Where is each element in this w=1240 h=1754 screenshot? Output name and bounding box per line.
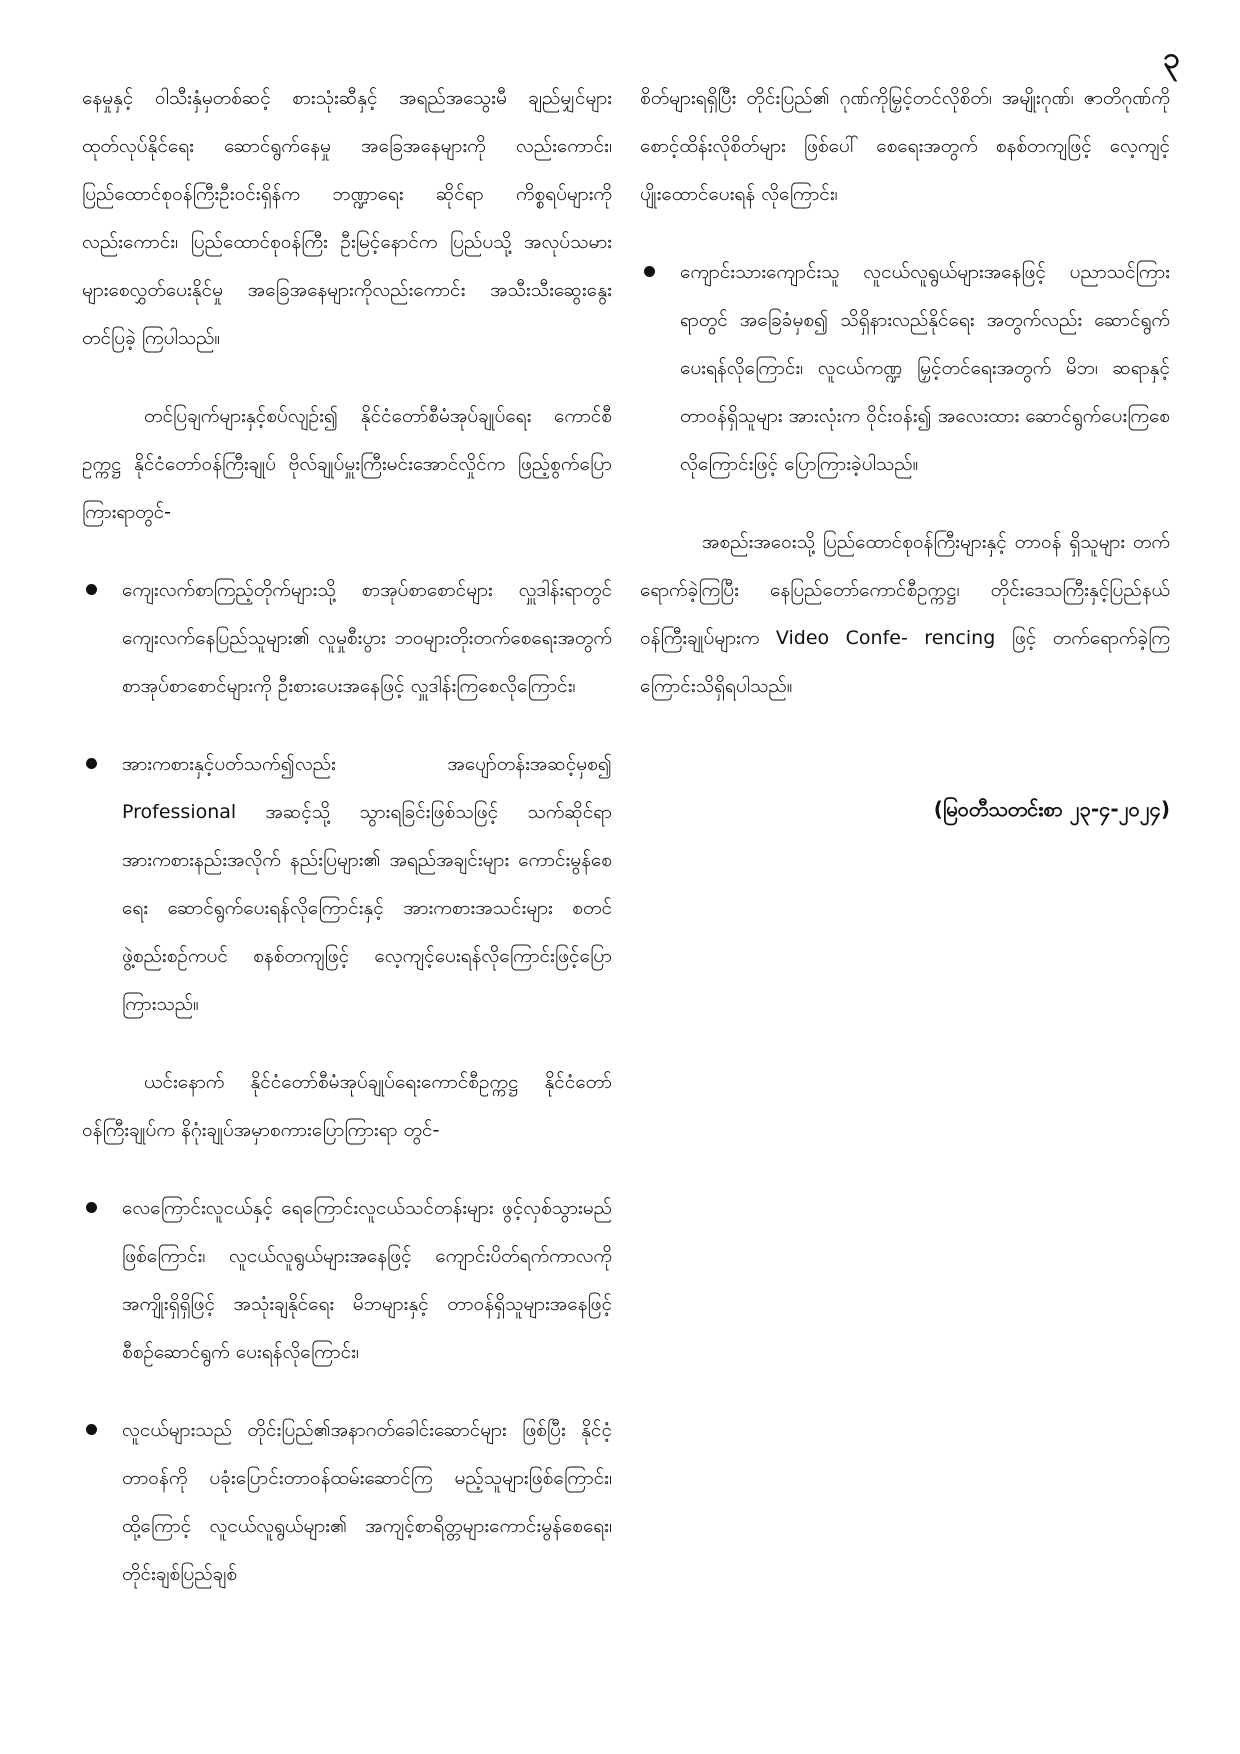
paragraph-continuation: နေမှုနှင့် ဝါသီးနှံမှတစ်ဆင့် စားသုံးဆီနှင့် အရည်အသွေးမီ ချည်မျှင်များ ထုတ်လုပ်နိုင်ရေး ဆောင်ရွက်နေမှု အခြေအနေများကို လည်းကောင်း၊ ပြည်ထောင်စုဝန်ကြီးဦးဝင်းရှိန်က ဘဏ္ဍာရေး ဆိုင်ရာ ကိစ္စရပ်များကိုလည်းကောင်း၊ ပြည်ထောင်စုဝန်ကြီး ဦးမြင့်နောင်က ပြည်ပသို့ အလုပ်သမားများစေလွှတ်ပေးနိုင်မှု အခြေအနေများကိုလည်းကောင်း အသီးသီးဆွေးနွေး တင်ပြခဲ့ ကြပါသည်။ — [82, 87, 612, 349]
source-citation: (မြဝတီသတင်းစာ ၂၃-၄-၂၀၂၄) — [933, 797, 1170, 821]
bullet-text: အားကစားနှင့်ပတ်သက်၍လည်း အပျော်တန်းအဆင့်မှစ၍ Professional အဆင့်သို့ သွားရခြင်းဖြစ်သဖြင့် သက်ဆိုင်ရာ အားကစားနည်းအလိုက် နည်းပြများ၏ အရည်အချင်းများ ကောင်းမွန်စေရေး ဆောင်ရွက်ပေးရန်လိုကြောင်းနှင့် အားကစားအသင်းများ စတင်ဖွဲ့စည်းစဉ်ကပင် စနစ်တကျဖြင့် လေ့ကျင့်ပေးရန်လိုကြောင်းဖြင့်ပြောကြားသည်။ — [122, 753, 612, 1015]
bullet-item-future-leaders — [82, 1406, 612, 1598]
bullet-icon — [86, 584, 97, 595]
bullet-item-libraries — [82, 566, 612, 710]
paragraph-attendance: အစည်းအဝေးသို့ ပြည်ထောင်စုဝန်ကြီးများနှင့် တာဝန် ရှိသူများ တက်ရောက်ခဲ့ကြပြီး နေပြည်တော်ကောင်စီဥက္ကဋ္ဌ၊ တိုင်းဒေသကြီးနှင့်ပြည်နယ်ဝန်ကြီးချုပ်များက Video Confe- rencing ဖြင့် တက်ရောက်ခဲ့ကြကြောင်းသိရှိရပါသည်။ — [640, 531, 1170, 697]
bullet-item-sports — [82, 740, 612, 1028]
paragraph-remarks-intro: တင်ပြချက်များနှင့်စပ်လျဉ်း၍ နိုင်ငံတော်စီမံအုပ်ချုပ်ရေး ကောင်စီဥက္ကဋ္ဌ နိုင်ငံတော်ဝန်ကြီးချုပ် ဗိုလ်ချုပ်မှူးကြီးမင်းအောင်လှိုင်က ဖြည့်စွက်ပြောကြားရာတွင်- — [82, 405, 612, 523]
right-column — [640, 74, 1170, 826]
bullet-text: လေကြောင်းလူငယ်နှင့် ရေကြောင်းလူငယ်သင်တန်းများ ဖွင့်လှစ်သွားမည်ဖြစ်ကြောင်း၊ လူငယ်လူရွယ်များအနေဖြင့် ကျောင်းပိတ်ရက်ကာလကို အကျိုးရှိရှိဖြင့် အသုံးချနိုင်ရေး မိဘများနှင့် တာဝန်ရှိသူများအနေဖြင့် စီစဉ်ဆောင်ရွက် ပေးရန်လိုကြောင်း၊ — [122, 1197, 612, 1363]
bullet-item-students — [640, 248, 1170, 488]
bullet-icon — [86, 1424, 97, 1435]
left-column — [82, 74, 612, 1628]
bullet-icon — [86, 758, 97, 769]
paragraph-concluding-intro: ယင်းနောက် နိုင်ငံတော်စီမံအုပ်ချုပ်ရေးကောင်စီဥက္ကဋ္ဌ နိုင်ငံတော်ဝန်ကြီးချုပ်က နိဂုံးချုပ်အမှာစကားပြောကြားရာ တွင်- — [82, 1071, 612, 1141]
bullet-text: လူငယ်များသည် တိုင်းပြည်၏အနာဂတ်ခေါင်းဆောင်များ ဖြစ်ပြီး နိုင်ငံ့တာဝန်ကို ပခုံးပြောင်းတာဝန်ထမ်းဆောင်ကြ မည့်သူများဖြစ်ကြောင်း၊ ထို့ကြောင့် လူငယ်လူရွယ်များ၏ အကျင့်စာရိတ္တများကောင်းမွန်စေရေး၊ တိုင်းချစ်ပြည်ချစ် — [122, 1419, 612, 1585]
bullet-icon — [86, 1202, 97, 1213]
bullet-text: ကျေးလက်စာကြည့်တိုက်များသို့ စာအုပ်စာစောင်များ လှူဒါန်းရာတွင် ကျေးလက်နေပြည်သူများ၏ လူမှုစီးပွား ဘဝများတိုးတက်စေရေးအတွက် စာအုပ်စာစောင်များကို ဦးစားပေးအနေဖြင့် လှူဒါန်းကြစေလိုကြောင်း၊ — [122, 579, 612, 697]
paragraph-continuation-right: စိတ်များရရှိပြီး တိုင်းပြည်၏ ဂုဏ်ကိုမြှင့်တင်လိုစိတ်၊ အမျိုးဂုဏ်၊ ဇာတိဂုဏ်ကို စောင့်ထိန်းလိုစိတ်များ ဖြစ်ပေါ် စေရေးအတွက် စနစ်တကျဖြင့် လေ့ကျင့်ပျိုးထောင်ပေးရန် လိုကြောင်း၊ — [640, 87, 1170, 205]
bullet-icon — [644, 266, 655, 277]
page-number: ၃ — [1163, 41, 1180, 76]
bullet-item-youth-training — [82, 1184, 612, 1376]
bullet-text: ကျောင်းသားကျောင်းသူ လူငယ်လူရွယ်များအနေဖြင့် ပညာသင်ကြားရာတွင် အခြေခံမှစ၍ သိရှိနားလည်နိုင်ရေး အတွက်လည်း ဆောင်ရွက်ပေးရန်လိုကြောင်း၊ လူငယ်ကဏ္ဍ မြှင့်တင်ရေးအတွက် မိဘ၊ ဆရာနှင့်တာဝန်ရှိသူများ အားလုံးက ဝိုင်းဝန်း၍ အလေးထား ဆောင်ရွက်ပေးကြစေလိုကြောင်းဖြင့် ပြောကြားခဲ့ပါသည်။ — [680, 261, 1170, 475]
